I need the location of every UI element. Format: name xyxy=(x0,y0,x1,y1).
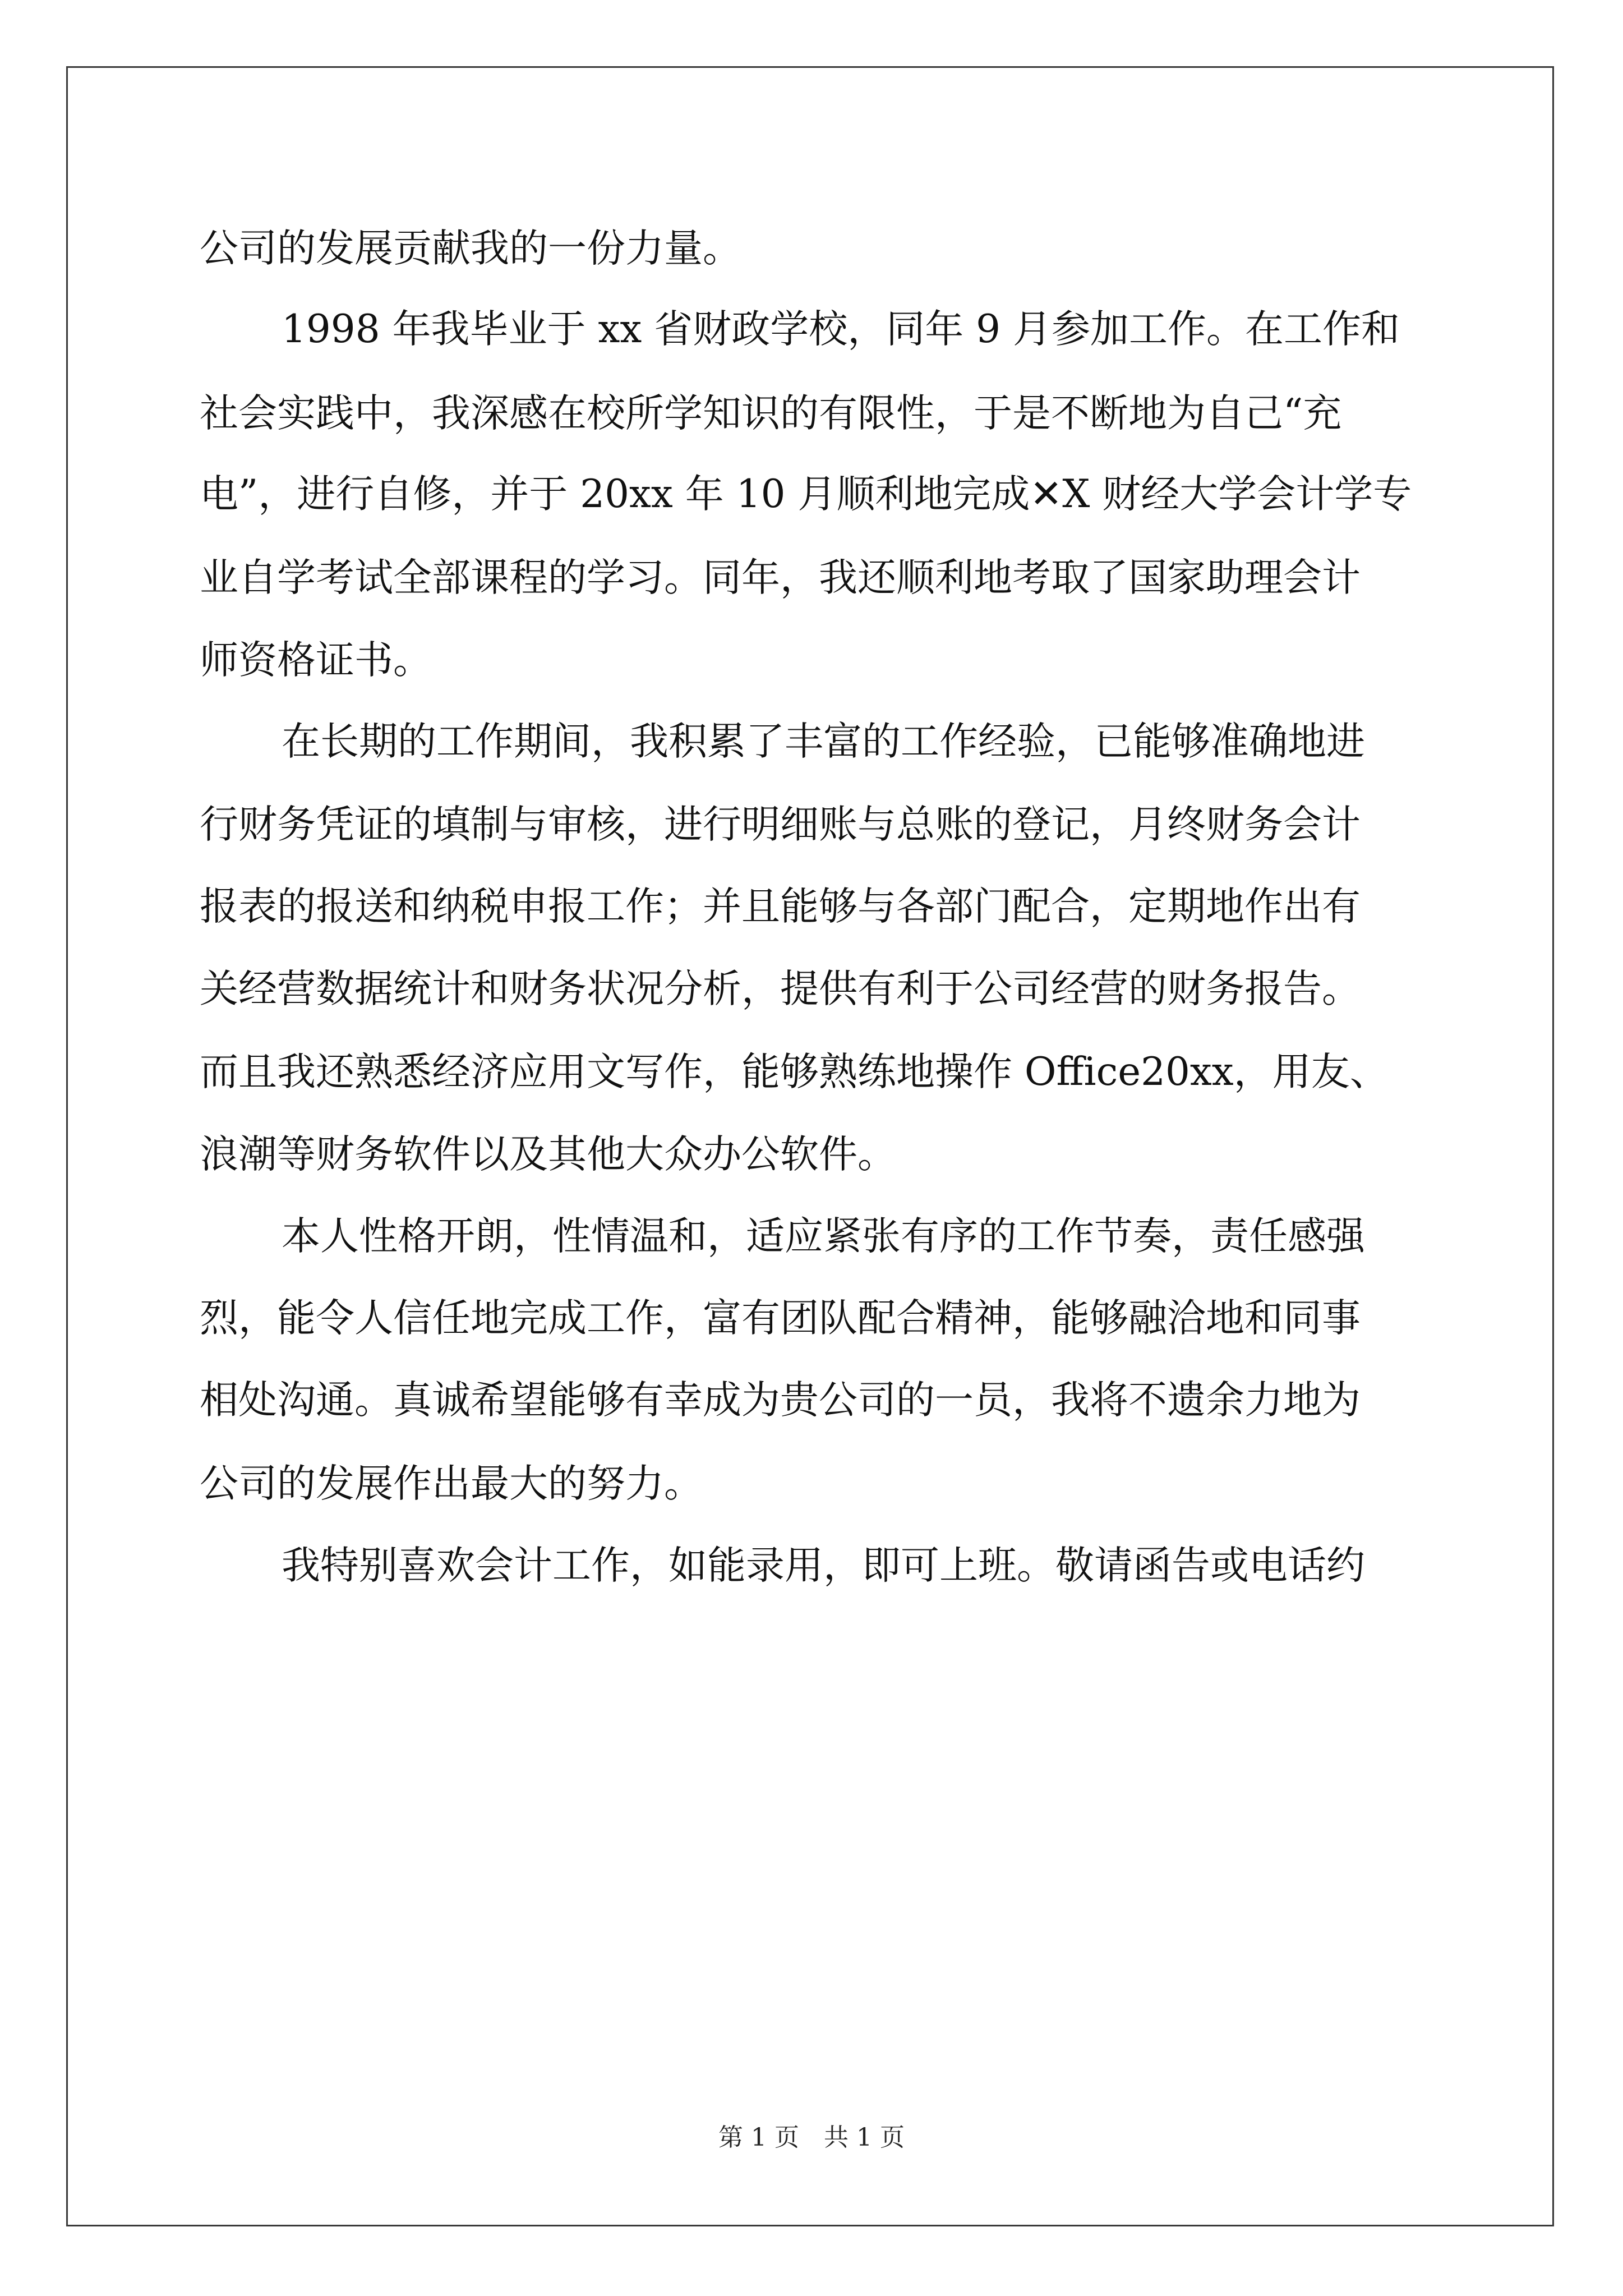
text-line: 而且我还熟悉经济应用文写作，能够熟练地操作 Office20xx，用友、 xyxy=(200,1050,1389,1094)
page-footer xyxy=(0,2121,1623,2155)
paragraph-first-line: 在长期的工作期间，我积累了丰富的工作经验，已能够准确地进 xyxy=(282,719,1365,764)
text-line: 行财务凭证的填制与审核，进行明细账与总账的登记，月终财务会计 xyxy=(200,802,1361,847)
text-line: 报表的报送和纳税申报工作；并且能够与各部门配合，定期地作出有 xyxy=(200,884,1361,929)
text-line: 社会实践中，我深感在校所学知识的有限性，于是不断地为自己“充 xyxy=(200,391,1342,436)
text-line: 师资格证书。 xyxy=(200,638,432,683)
paragraph-first-line: 我特别喜欢会计工作，如能录用，即可上班。敬请函告或电话约 xyxy=(282,1543,1365,1588)
paragraph-first-line: 1998 年我毕业于 xx 省财政学校，同年 9 月参加工作。在工作和 xyxy=(282,307,1400,352)
text-line: 公司的发展贡献我的一份力量。 xyxy=(200,226,741,271)
text-line: 电”，进行自修，并于 20xx 年 10 月顺利地完成✕X 财经大学会计学专 xyxy=(200,472,1412,517)
text-line: 烈，能令人信任地完成工作，富有团队配合精神，能够融洽地和同事 xyxy=(200,1296,1361,1341)
text-line: 相处沟通。真诚希望能够有幸成为贵公司的一员，我将不遗余力地为 xyxy=(200,1378,1361,1423)
text-line: 公司的发展作出最大的努力。 xyxy=(200,1461,703,1506)
text-line: 业自学考试全部课程的学习。同年，我还顺利地考取了国家助理会计 xyxy=(200,555,1361,600)
text-line: 关经营数据统计和财务状况分析，提供有利于公司经营的财务报告。 xyxy=(200,967,1361,1011)
page-number-label: 第 1 页 共 1 页 xyxy=(718,2123,905,2152)
text-line: 浪潮等财务软件以及其他大众办公软件。 xyxy=(200,1132,896,1177)
paragraph-first-line: 本人性格开朗，性情温和，适应紧张有序的工作节奏，责任感强 xyxy=(282,1214,1365,1259)
